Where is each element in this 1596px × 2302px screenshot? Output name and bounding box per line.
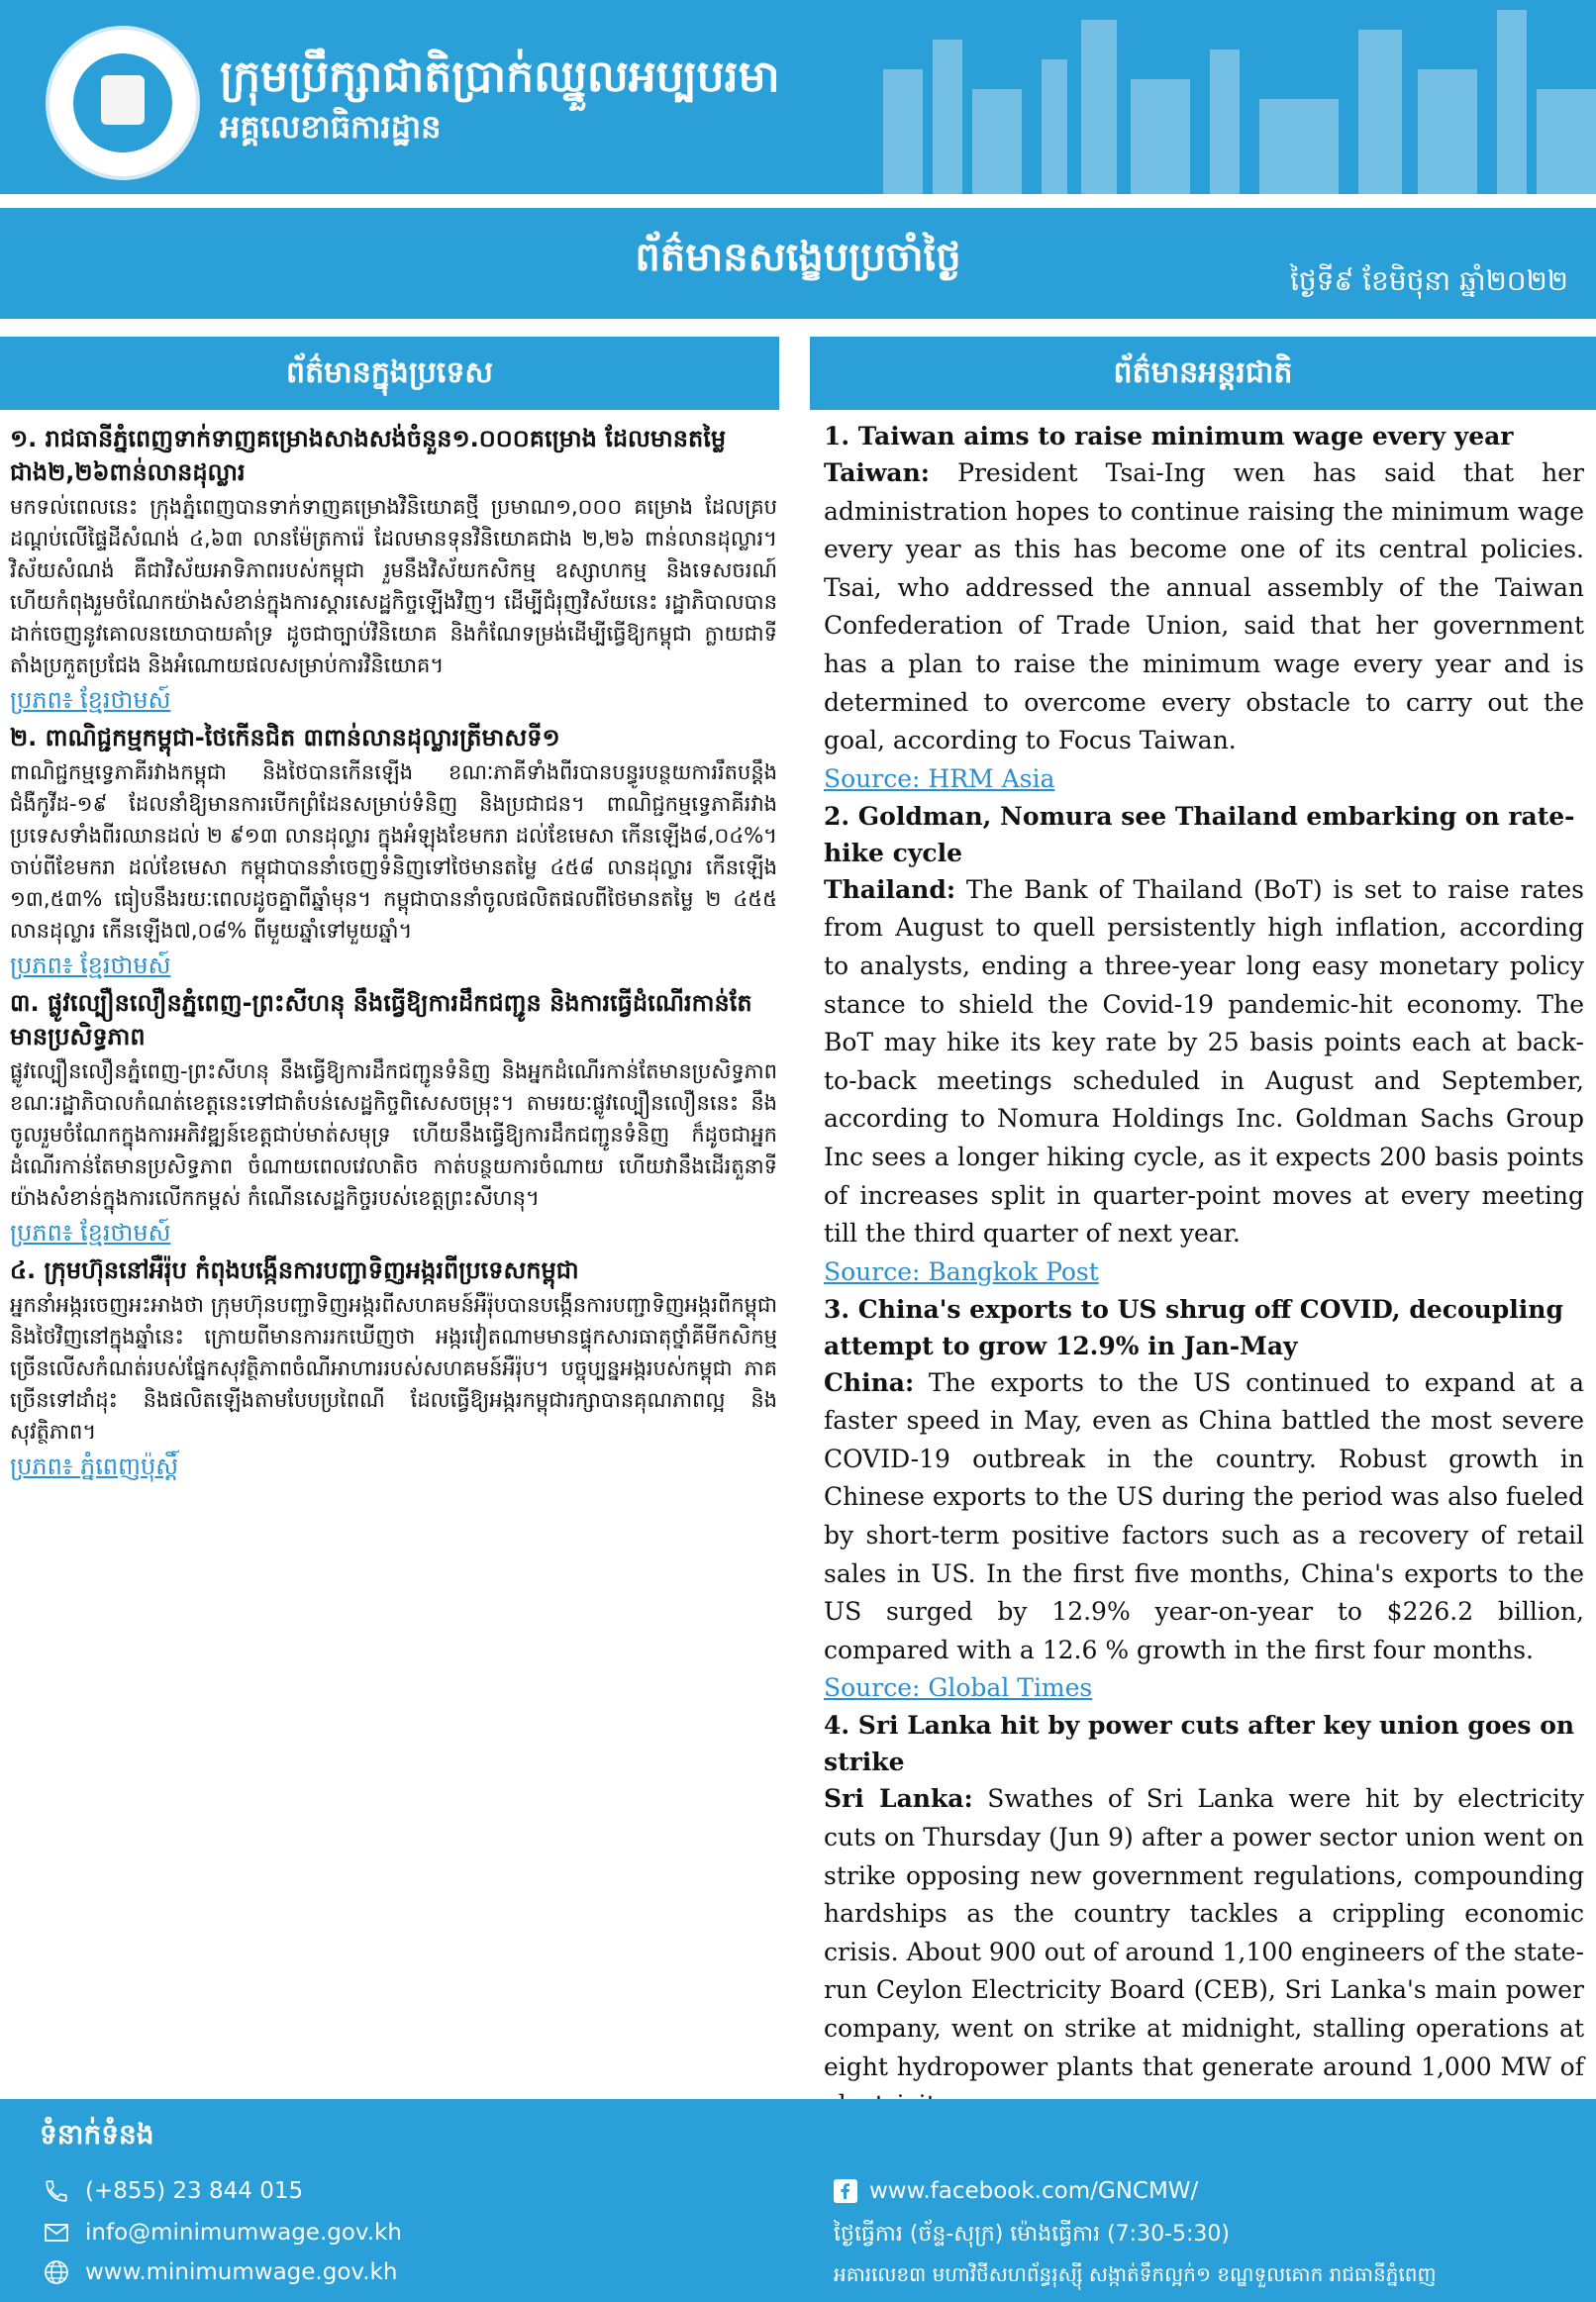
article-location: Thailand: [824,874,956,904]
article-title: ៣. ផ្លូវល្បឿនលឿនភ្នំពេញ-ព្រះសីហនុ នឹងធ្វើឱ្យការដឹកជញ្ជូន និងការធ្វើដំណើរកាន់តែមានប្រសិទ្ធភាព [10,989,752,1051]
article-source-link[interactable]: ប្រភព៖ ភ្នំពេញប៉ុស្តិ៍ [10,1452,179,1480]
article-text: President Tsai-Ing wen has said that her administration hopes to continue raising the minimum wage every year as this has become one of its central policies. Tsai, who addressed the annual assembly of the Taiwan Confederation of Trade Union, said that her government has a plan to raise the minimum wage every year and is determined to overcome every obstacle to carry out the goal, according to Focus Taiwan. [824,458,1585,755]
issue-date: ថ្ងៃទី៩ ខែមិថុនា ឆ្នាំ២០២២ [1290,264,1568,297]
article-body: ផ្លូវល្បឿនលឿនភ្នំពេញ-ព្រះសីហនុ នឹងធ្វើឱ្យការដឹកជញ្ជូនទំនិញ និងអ្នកដំណើរកាន់តែមានប្រសិទ្ធភាព ខណៈរដ្ឋាភិបាលកំណត់ខេត្តនេះទៅជាតំបន់សេដ្ឋកិច្ចពិសេសចម្រុះ។ តាមរយៈផ្លូវល្បឿនលឿននេះ នឹងចូលរួមចំណែកក្នុងការអភិវឌ្ឍន៍ខេត្តជាប់មាត់សមុទ្រ ហើយនឹងធ្វើឱ្យការដឹកជញ្ជូនទំនិញ ក៏ដូចជាអ្នកដំណើរកាន់តែមានប្រសិទ្ធភាព ចំណាយពេលវេលាតិច កាត់បន្ថយការចំណាយ ហើយវានឹងដើរតួនាទីយ៉ាងសំខាន់ក្នុងការលើកកម្ពស់ កំណើនសេដ្ឋកិច្ចរបស់ខេត្តព្រះសីហនុ។ [10,1059,777,1210]
facebook-url: www.facebook.com/GNCMW/ [869,2178,1199,2204]
article-title: ៤. ក្រុមហ៊ុននៅអឺរ៉ុប កំពុងបង្កើនការបញ្ជាទិញអង្ករពីប្រទេសកម្ពុជា [10,1256,579,1284]
contact-facebook[interactable] [834,2178,1198,2204]
international-news-heading: ព័ត៌មានអន្តរជាតិ [810,337,1596,410]
globe-icon [42,2257,71,2287]
article-body: ពាណិជ្ជកម្មទ្វេភាគីរវាងកម្ពុជា និងថៃបានកើនឡើង ខណៈភាគីទាំងពីរបានបន្ធូរបន្ថយការរឹតបន្តឹងជំងឺកូវីដ-១៩ ដែលនាំឱ្យមានការបើកព្រំដែនសម្រាប់ទំនិញ និងប្រជាជន។ ពាណិជ្ជកម្មទ្វេភាគីរវាងប្រទេសទាំងពីរឈានដល់ ២ ៩១៣ លានដុល្លារ ក្នុងអំឡុងខែមករា ដល់ខែមេសា កើនឡើង៨,០៤%។ ចាប់ពីខែមករា ដល់ខែមេសា កម្ពុជាបាននាំចេញទំនិញទៅថៃមានតម្លៃ ៤៥៨ លានដុល្លារ កើនឡើង ១៣,៥៣% ធៀបនឹងរយៈពេលដូចគ្នាពីឆ្នាំមុន។ កម្ពុជាបាននាំចូលផលិតផលពីថៃមានតម្លៃ ២ ៤៥៥ លានដុល្លារ កើនឡើង៧,០៨% ពីមួយឆ្នាំទៅមួយឆ្នាំ។ [10,760,777,943]
international-article [824,418,1584,798]
organization-logo [46,26,200,180]
footer [0,2099,1596,2302]
domestic-news-heading: ព័ត៌មានក្នុងប្រទេស [0,337,779,410]
phone-icon [42,2176,71,2206]
article-title: 2. Goldman, Nomura see Thailand embarking on rate-hike cycle [824,801,1575,867]
contact-phone[interactable] [42,2176,303,2206]
article-title: 4. Sri Lanka hit by power cuts after key union goes on strike [824,1711,1575,1777]
office-address: អគារលេខ៣ មហាវិថីសហព័ន្ធរុស្ស៊ី សង្កាត់ទឹកល្អក់១ ខណ្ឌទួលគោក រាជធានីភ្នំពេញ [834,2262,1437,2286]
article-body: មកទល់ពេលនេះ ក្រុងភ្នំពេញបានទាក់ទាញគម្រោងវិនិយោគថ្មី ប្រមាណ១,០០០ គម្រោង ដែលគ្របដណ្ដប់លើផ្ទៃដីសំណង់ ៤,៦៣ លានម៉ែត្រការ៉េ ដែលមានទុនវិនិយោគជាង ២,២៦ ពាន់លានដុល្លារ។ វិស័យសំណង់ គឺជាវិស័យអាទិភាពរបស់កម្ពុជា រួមនឹងវិស័យកសិកម្ម ឧស្សាហកម្ម និងទេសចរណ៍ ហើយកំពុងរួមចំណែកយ៉ាងសំខាន់ក្នុងការស្តារសេដ្ឋកិច្ចឡើងវិញ។ ដើម្បីជំរុញវិស័យនេះ រដ្ឋាភិបាលបានដាក់ចេញនូវគោលនយោបាយគាំទ្រ ដូចជាច្បាប់វិនិយោគ និងកំណែទម្រង់ដើម្បីធ្វើឱ្យកម្ពុជា ក្លាយជាទីតាំងប្រកួតប្រជែង និងអំណោយផលសម្រាប់ការវិនិយោគ។ [10,495,777,677]
international-article [824,1291,1584,1708]
article-location: Taiwan: [824,458,931,487]
article-source-link[interactable]: Source: HRM Asia [824,763,1055,793]
article-body: អ្នកនាំអង្ករចេញអះអាងថា ក្រុមហ៊ុនបញ្ជាទិញអង្ករពីសហគមន៍អឺរ៉ុបបានបង្កើនការបញ្ជាទិញអង្ករពីកម្ពុជា និងថៃវិញនៅក្នុងឆ្នាំនេះ ក្រោយពីមានការរកឃើញថា អង្ករវៀតណាមមានផ្ទុកសារធាតុថ្នាំគីមីកសិកម្ម ច្រើនលើសកំណត់របស់ផ្នែកសុវត្ថិភាពចំណីអាហាររបស់សហគមន៍អឺរ៉ុប។ បច្ចុប្បន្នអង្ករបស់កម្ពុជា ភាគច្រើនទៅដាំដុះ និងផលិតឡើងតាមបែបប្រពៃណី ដែលធ្វើឱ្យអង្ករកម្ពុជារក្សាបានគុណភាពល្អ និងសុវត្ថិភាព។ [10,1293,777,1444]
email-address: info@minimumwage.gov.kh [85,2220,402,2246]
international-article [824,798,1584,1291]
domestic-article [10,721,777,984]
article-location: China: [824,1367,915,1397]
domestic-article [10,1253,777,1485]
contact-website[interactable] [42,2257,397,2287]
office-hours: ថ្ងៃធ្វើការ (ច័ន្ទ-សុក្រ) ម៉ោងធ្វើការ (7:30-5:30) [834,2222,1230,2247]
article-text: Swathes of Sri Lanka were hit by electricity cuts on Thursday (Jun 9) after a power sector union went on strike opposing new government regulations, compounding hardships as the country tackles a crippling economic crisis. About 900 out of around 1,100 engineers of the state- run Ceylon Electricity Board (CEB), Sri Lanka's main power company, went on strike at midnight, stalling operations at eight hydropower plants that generate around 1,000 MW of [824,1784,1584,2081]
article-source-link[interactable]: Source: Global Times [824,1673,1093,1703]
page-title: ព័ត៌មានសង្ខេបប្រចាំថ្ងៃ [635,235,961,280]
international-news-column [800,337,1596,2162]
article-source-link[interactable]: Source: Bangkok Post [824,1256,1099,1286]
title-bar [0,206,1596,319]
facebook-icon [834,2179,857,2203]
contact-heading: ទំនាក់ទំនង [40,2118,154,2151]
article-text: The Bank of Thailand (BoT) is set to raise rates from August to quell persistently high inflation, according to analysts, ending a three-year long easy monetary policy stance to shield the Covid-19 pandemic-hit economy. The BoT may hike its key rate by 25 basis points each at back-to-back meetings scheduled in August and September, according to Nomura Holdings Inc. Goldman Sachs Group Inc sees a longer hiking cycle, as it expects 200 basis points of increases split in quarter-point moves at every meeting till the third quarter of next year. [824,874,1584,1249]
mail-icon [42,2218,71,2248]
article-body [824,454,1584,760]
domestic-news-column [0,337,787,1487]
skyline-graphic [844,0,1596,194]
article-title: 3. China's exports to US shrug off COVID, decoupling attempt to grow 12.9% in Jan-May [824,1294,1563,1360]
article-body [824,1780,1584,2124]
article-source-link[interactable]: ប្រភព៖ ខ្មែរថាមស៍ [10,1219,171,1247]
article-title: ២. ពាណិជ្ជកម្មកម្ពុជា-ថៃកើនជិត ៣ពាន់លានដុល្លារត្រីមាសទី១ [10,724,560,751]
article-title: 1. Taiwan aims to raise minimum wage every year [824,422,1514,450]
article-text: The exports to the US continued to expand at a faster speed in May, even as China battled the most severe COVID-19 outbreak in the country. Robust growth in Chinese exports to the US during the period was also fueled by short-term positive factors such as a recovery of retail sales in US. In the first five months, China's exports to the US surged by 12.9% year-on-year to $226.2 billion, compared with a 12.6 % growth in the first four months. [824,1367,1584,1664]
article-body [824,871,1584,1253]
organization-name: ក្រុមប្រឹក្សាជាតិប្រាក់ឈ្នួលអប្បបរមា [220,51,780,102]
website-url: www.minimumwage.gov.kh [85,2259,398,2285]
organization-subtitle: អគ្គលេខាធិការដ្ឋាន [220,108,442,146]
header-banner [0,0,1596,194]
article-source-link[interactable]: ប្រភព៖ ខ្មែរថាមស៍ [10,686,171,714]
domestic-article [10,986,777,1251]
article-source-link[interactable]: ប្រភព៖ ខ្មែរថាមស៍ [10,951,171,979]
contact-email[interactable] [42,2218,402,2248]
phone-number: (+855) 23 844 015 [85,2178,304,2204]
domestic-article [10,422,777,719]
article-title: ១. រាជធានីភ្នំពេញទាក់ទាញគម្រោងសាងសង់ចំនួន១.០០០គម្រោង ដែលមានតម្លៃជាង២,២៦ពាន់លានដុល្លារ [10,425,727,486]
article-body [824,1364,1584,1670]
article-location: Sri Lanka: [824,1784,973,1814]
international-article [824,1707,1584,2161]
